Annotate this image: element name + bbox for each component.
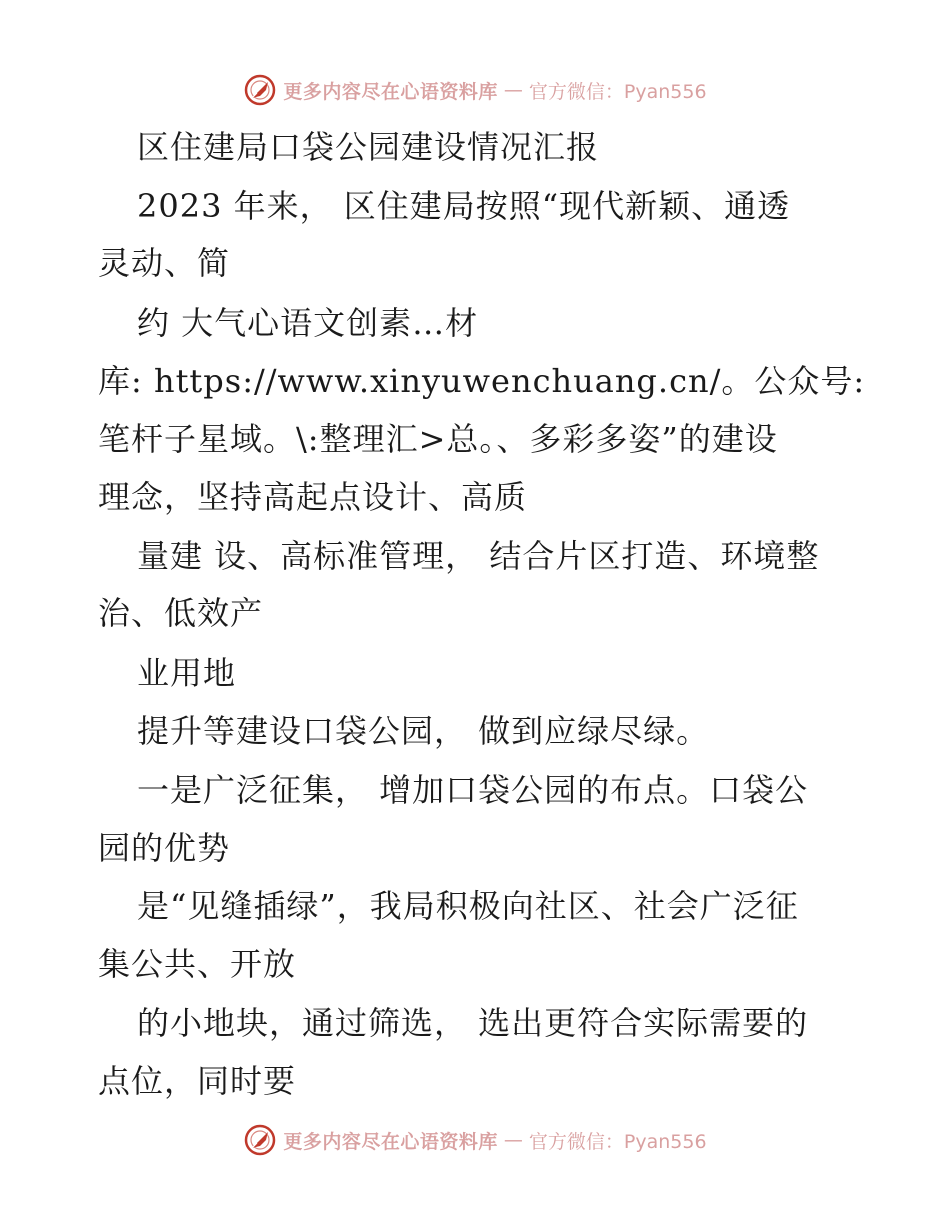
quill-logo-icon (243, 73, 277, 107)
doc-line: 理念，坚持高起点设计、高质 (98, 478, 528, 516)
doc-line: 点位，同时要 (98, 1062, 297, 1100)
quill-logo-icon (243, 1123, 277, 1157)
doc-line: 治、低效产 (98, 594, 264, 632)
doc-line: 业用地 (137, 654, 237, 692)
doc-line: 园的优势 (98, 829, 231, 867)
header-contact-text: 官方微信：Pyan556 (528, 80, 707, 103)
doc-line: 集公共、开放 (98, 945, 297, 983)
footer-brand-text: 更多内容尽在心语资料库 (283, 1130, 498, 1153)
doc-line: 一是广泛征集， 增加口袋公园的布点。口袋公 (137, 771, 809, 809)
doc-line: 灵动、简 (98, 244, 231, 282)
doc-line: 量建 设、高标准管理， 结合片区打造、环境整 (137, 537, 820, 575)
footer-contact-text: 官方微信：Pyan556 (528, 1130, 707, 1153)
doc-line: 库: https://www.xinyuwenchuang.cn/。公众号: (98, 362, 866, 400)
doc-line: 2023 年来， 区住建局按照“现代新颖、通透 (137, 187, 791, 225)
footer-watermark (0, 1120, 950, 1160)
doc-line: 提升等建设口袋公园， 做到应绿尽绿。 (137, 712, 710, 750)
doc-line: 笔杆子星域。\:整理汇>总。、多彩多姿”的建设 (98, 420, 778, 458)
doc-title: 区住建局口袋公园建设情况汇报 (137, 128, 600, 166)
header-watermark (0, 70, 950, 110)
footer-separator: — (503, 1129, 523, 1151)
header-separator: — (503, 79, 523, 101)
doc-line: 是“见缝插绿”，我局积极向社区、社会广泛征 (137, 887, 799, 925)
doc-line: 约 大气心语文创素…材 (137, 304, 479, 342)
doc-line: 的小地块，通过筛选， 选出更符合实际需要的 (137, 1004, 809, 1042)
header-brand-text: 更多内容尽在心语资料库 (283, 80, 498, 103)
